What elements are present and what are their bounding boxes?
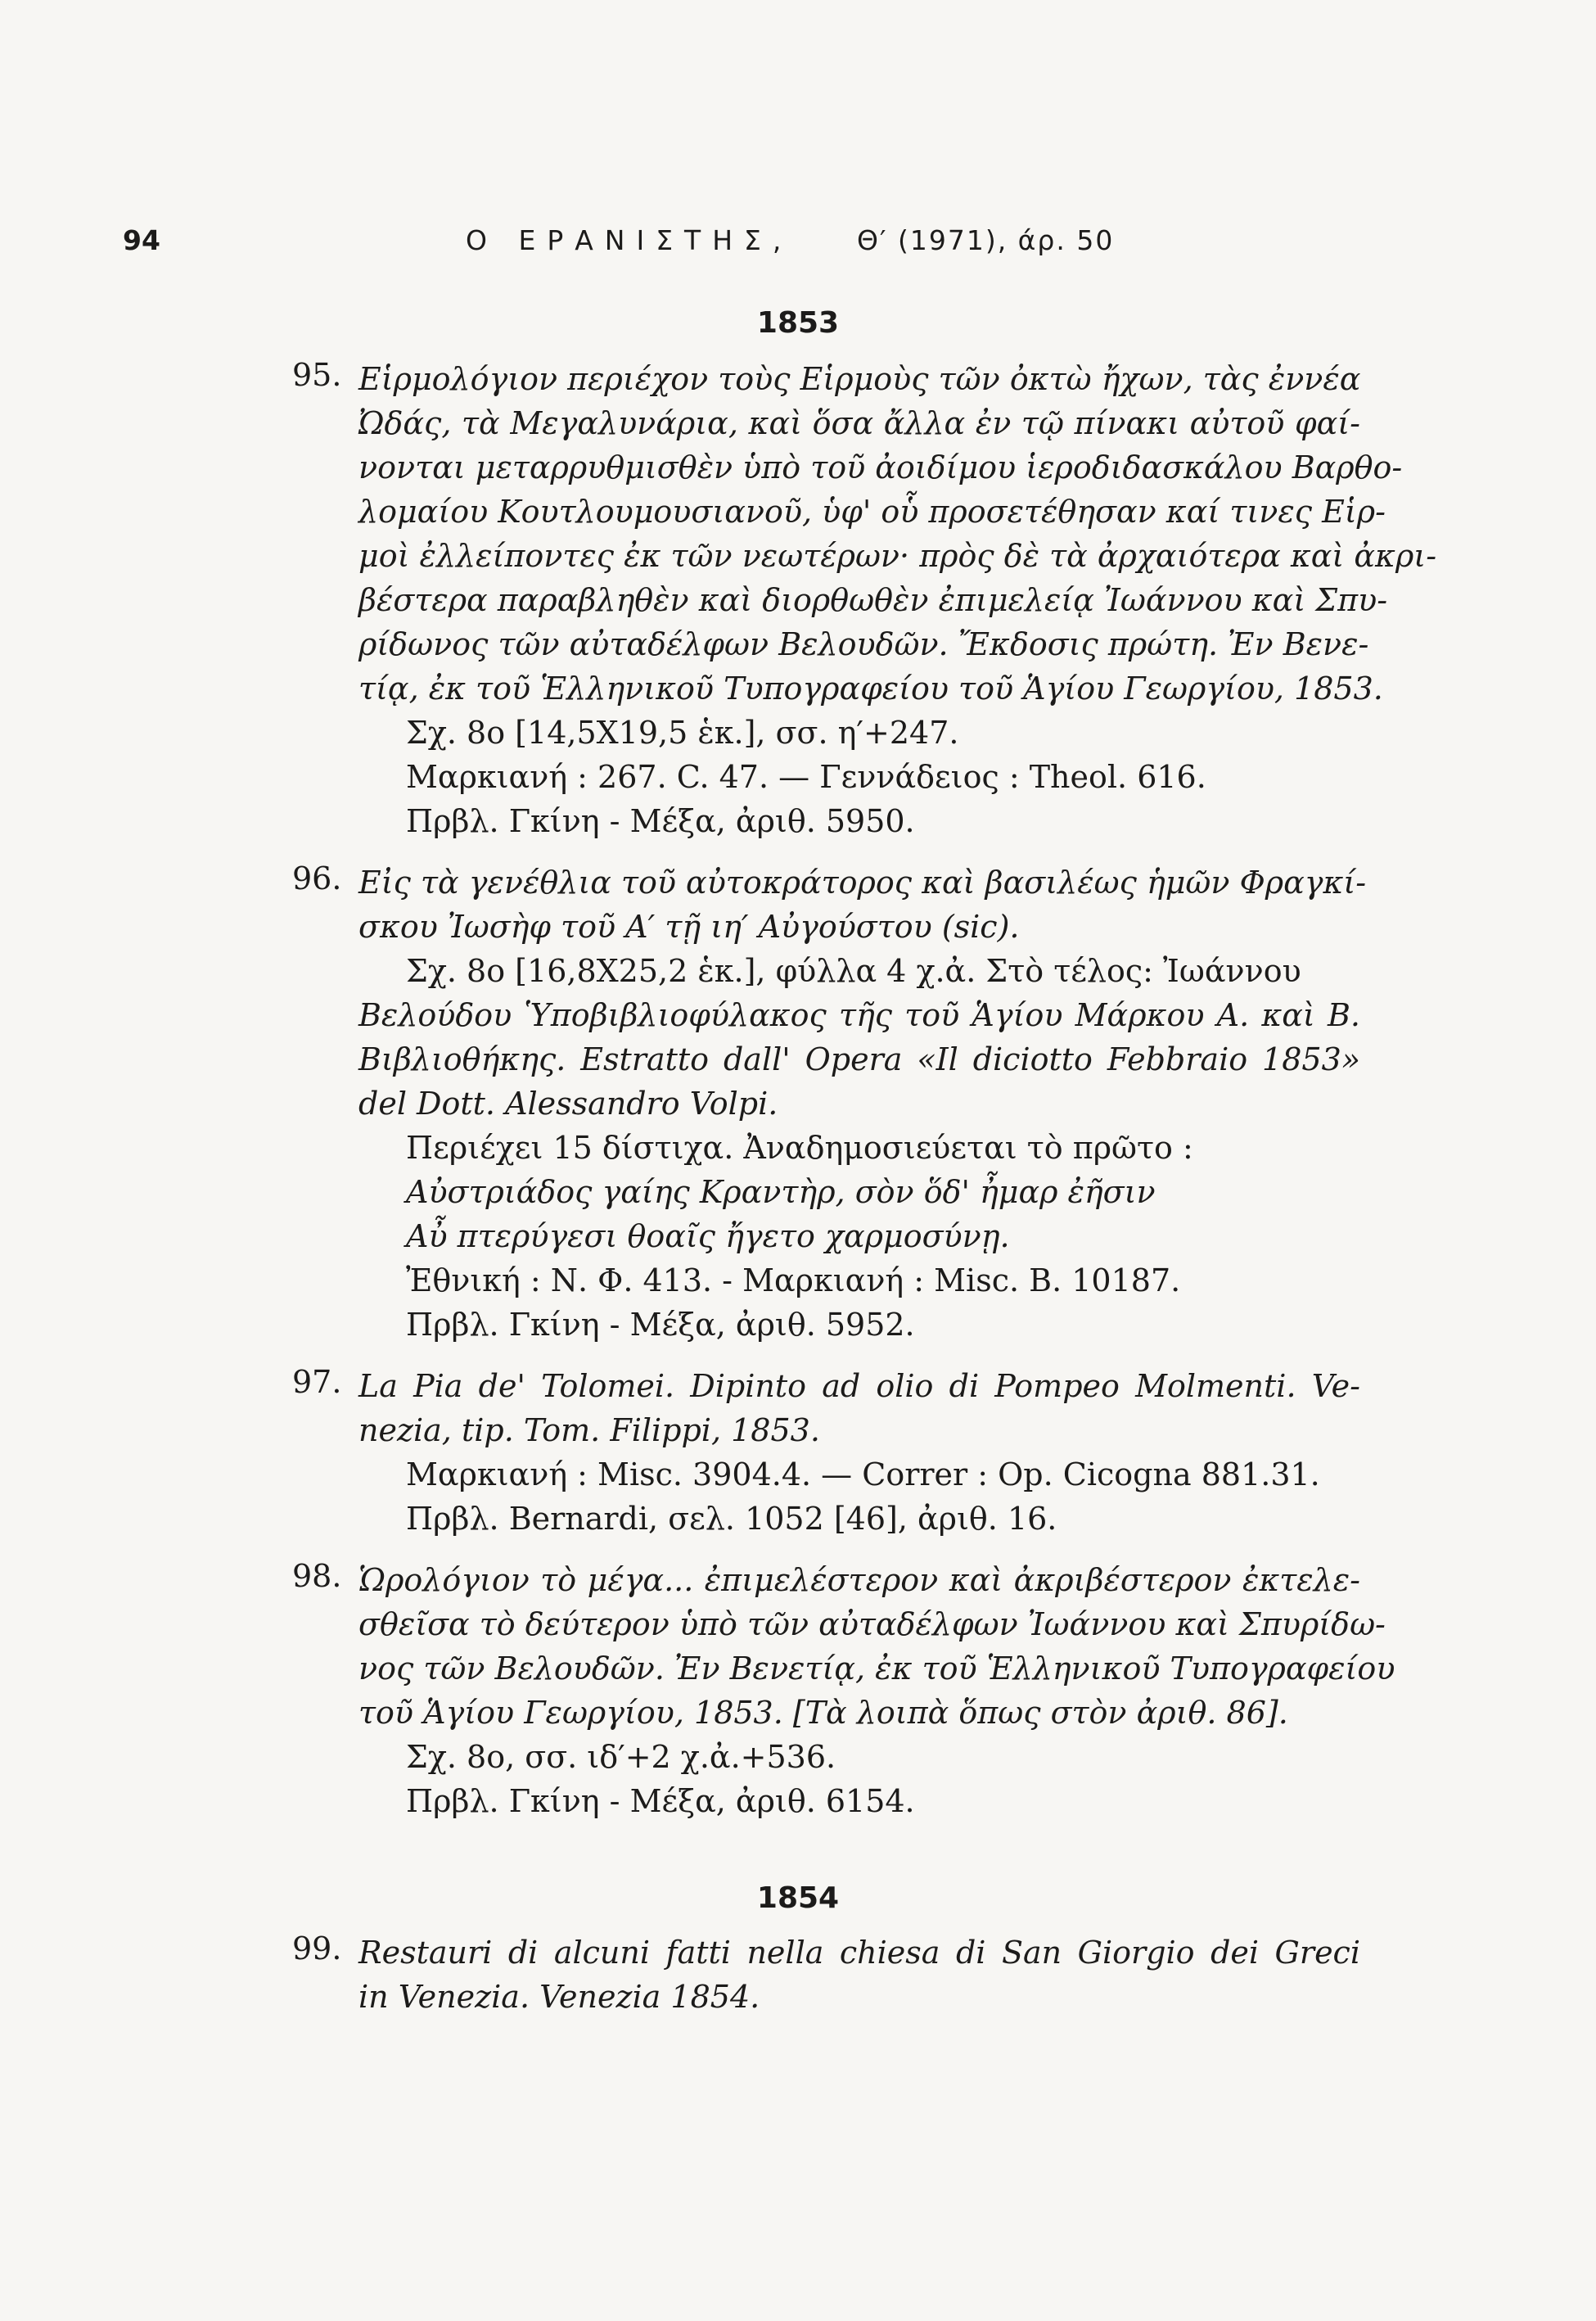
entry-body <box>358 1364 1360 1541</box>
entry-line: in Venezia. Venezia 1854. <box>358 1979 760 2015</box>
entry-number: 99. <box>292 1930 342 1967</box>
page-number: 94 <box>123 224 160 256</box>
journal-title: Ο ΕΡΑΝΙΣΤΗΣ, <box>466 224 793 256</box>
entry-line: Βιβλιοθήκης. Estratto dall' Opera «Il diciotto Febbraio 1853» <box>358 1041 1360 1077</box>
entry-format: Σχ. 8ο [14,5Χ19,5 ἑκ.], σσ. η′+247. <box>406 715 959 751</box>
entry-line: del Dott. Alessandro Volpi. <box>358 1086 778 1122</box>
entry-body <box>358 860 1367 1347</box>
entry-note: Περιέχει 15 δίστιχα. Ἀναδημοσιεύεται τὸ πρῶτο : <box>406 1130 1193 1166</box>
entry-line: Εἰς τὰ γενέθλια τοῦ αὐτοκράτορος καὶ βασιλέως ἡμῶν Φραγκί- <box>358 865 1367 901</box>
entry-98 <box>292 1558 1395 1823</box>
entry-body <box>358 1558 1395 1823</box>
entry-number: 96. <box>292 860 342 896</box>
entry-line: Ὠδάς, τὰ Μεγαλυνάρια, καὶ ὅσα ἄλλα ἐν τῷ πίνακι αὐτοῦ φαί- <box>358 405 1360 441</box>
entry-holdings: Μαρκιανή : Misc. 3904.4. — Correr : Op. Cicogna 881.31. <box>406 1456 1320 1492</box>
entry-format: Σχ. 8ο, σσ. ιδ′+2 χ.ἀ.+536. <box>406 1739 836 1775</box>
entry-reference: Πρβλ. Bernardi, σελ. 1052 [46], ἀριθ. 16. <box>406 1501 1057 1537</box>
entry-95 <box>292 357 1437 843</box>
volume-info: Θ′ (1971), άρ. 50 <box>857 224 1115 256</box>
verse-line: Αὐστριάδος γαίης Κραντὴρ, σὸν ὅδ' ἦμαρ ἐῆσιν <box>406 1174 1156 1210</box>
entry-line: La Pia de' Tolomei. Dipinto ad olio di Pompeo Molmenti. Ve- <box>358 1368 1360 1404</box>
entry-line: Εἱρμολόγιον περιέχον τοὺς Εἱρμοὺς τῶν ὀκτὼ ἤχων, τὰς ἐννέα <box>358 361 1361 397</box>
entry-number: 97. <box>292 1364 342 1400</box>
entry-line: nezia, tip. Tom. Filippi, 1853. <box>358 1412 820 1448</box>
entry-holdings: Ἐθνική : Ν. Φ. 413. - Μαρκιανή : Misc. B. 10187. <box>406 1262 1181 1298</box>
entry-body <box>358 357 1437 843</box>
entry-line: λομαίου Κουτλουμουσιανοῦ, ὑφ' οὗ προσετέθησαν καί τινες Εἱρ- <box>358 494 1386 530</box>
entry-99 <box>292 1930 1360 2019</box>
entry-line: νονται μεταρρυθμισθὲν ὑπὸ τοῦ ἀοιδίμου ἱεροδιδασκάλου Βαρθο- <box>358 449 1403 485</box>
entry-96 <box>292 860 1367 1347</box>
bibliography-list <box>292 357 1437 1823</box>
entry-number: 98. <box>292 1558 342 1594</box>
entry-holdings: Μαρκιανή : 267. C. 47. — Γεννάδειος : Theol. 616. <box>406 759 1206 795</box>
year-heading-1853: 1853 <box>756 306 840 340</box>
entry-body <box>358 1930 1360 2019</box>
running-header <box>123 224 1318 273</box>
entry-reference: Πρβλ. Γκίνη - Μέξα, ἀριθ. 5950. <box>406 803 915 839</box>
entry-97 <box>292 1364 1360 1541</box>
entry-line: σθεῖσα τὸ δεύτερον ὑπὸ τῶν αὐταδέλφων Ἰωάννου καὶ Σπυρίδω- <box>358 1606 1386 1642</box>
entry-reference: Πρβλ. Γκίνη - Μέξα, ἀριθ. 6154. <box>406 1783 915 1819</box>
verse-line: Αὖ πτερύγεσι θοαῖς ἤγετο χαρμοσύνῃ. <box>406 1218 1010 1254</box>
entry-line: βέστερα παραβληθὲν καὶ διορθωθὲν ἐπιμελείᾳ Ἰωάννου καὶ Σπυ- <box>358 582 1388 618</box>
year-heading-1854: 1854 <box>756 1881 840 1915</box>
entry-line: ρίδωνος τῶν αὐταδέλφων Βελουδῶν. Ἔκδοσις πρώτη. Ἐν Βενε- <box>358 626 1369 662</box>
entry-line: τοῦ Ἁγίου Γεωργίου, 1853. [Τὰ λοιπὰ ὅπως στὸν ἀριθ. 86]. <box>358 1695 1288 1731</box>
entry-format: Σχ. 8ο [16,8Χ25,2 ἑκ.], φύλλα 4 χ.ἀ. Στὸ τέλος: Ἰωάννου <box>406 953 1301 989</box>
entry-line: σκου Ἰωσὴφ τοῦ Α′ τῇ ιη′ Αὐγούστου (sic). <box>358 909 1020 945</box>
entry-line: Ὡρολόγιον τὸ μέγα... ἐπιμελέστερον καὶ ἀκριβέστερον ἐκτελε- <box>358 1562 1360 1598</box>
entry-reference: Πρβλ. Γκίνη - Μέξα, ἀριθ. 5952. <box>406 1307 915 1343</box>
entry-line: Βελούδου Ὑποβιβλιοφύλακος τῆς τοῦ Ἁγίου Μάρκου Α. καὶ Β. <box>358 997 1360 1033</box>
entry-line: μοὶ ἐλλείποντες ἐκ τῶν νεωτέρων· πρὸς δὲ τὰ ἀρχαιότερα καὶ ἀκρι- <box>358 538 1437 574</box>
entry-line: τίᾳ, ἐκ τοῦ Ἑλληνικοῦ Τυπογραφείου τοῦ Ἁγίου Γεωργίου, 1853. <box>358 671 1383 707</box>
bibliography-list-1854 <box>292 1930 1360 2019</box>
entry-line: Restauri di alcuni fatti nella chiesa di San Giorgio dei Greci <box>358 1935 1360 1971</box>
entry-line: νος τῶν Βελουδῶν. Ἐν Βενετίᾳ, ἐκ τοῦ Ἑλληνικοῦ Τυπογραφείου <box>358 1650 1395 1687</box>
entry-number: 95. <box>292 357 342 393</box>
